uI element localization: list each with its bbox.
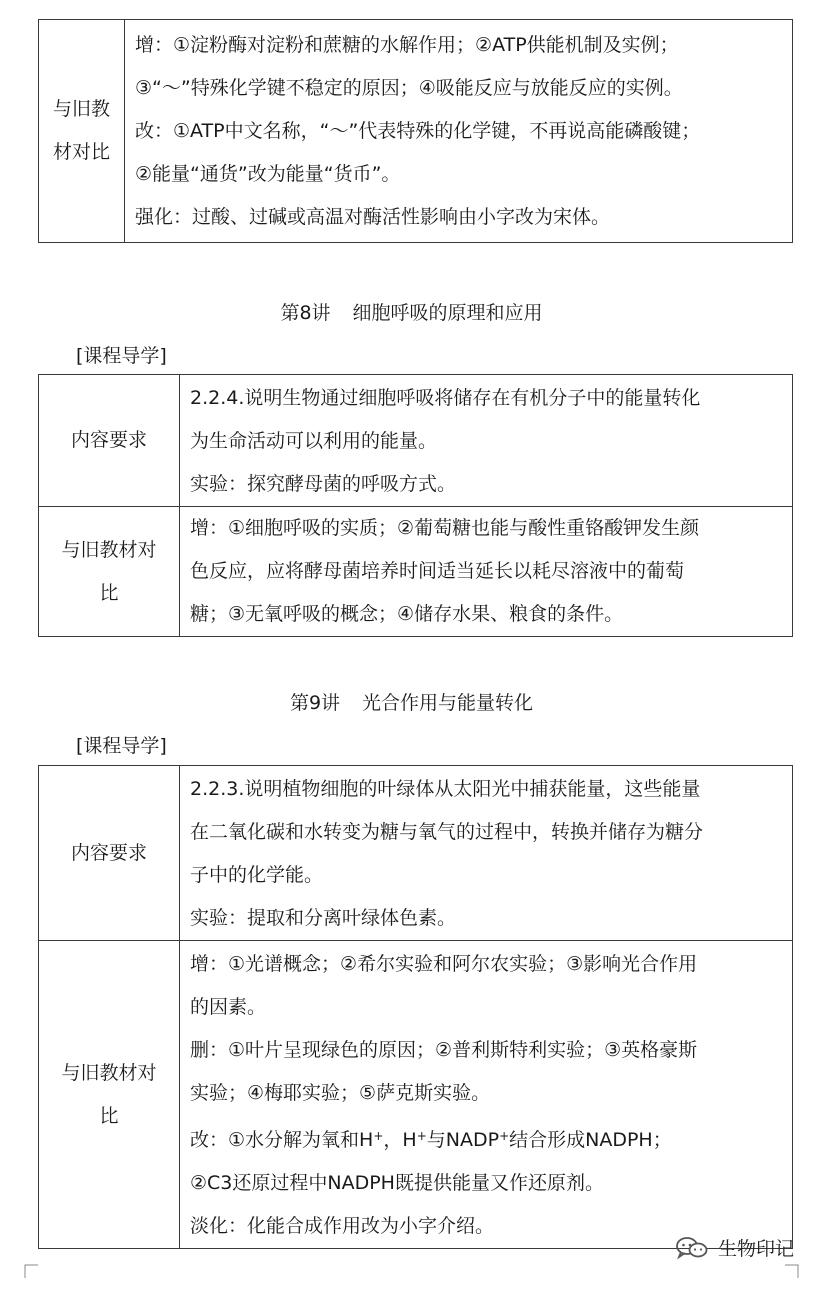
table-row (39, 375, 793, 507)
content-line: 改：①ATP中文名称，“～”代表特殊的化学键，不再说高能磷酸键； (135, 120, 701, 142)
lecture8-subheading: [课程导学] (76, 345, 167, 367)
lecture9-subheading: [课程导学] (76, 735, 167, 757)
content-line: 糖；③无氧呼吸的概念；④储存水果、粮食的条件。 (190, 603, 624, 625)
content-line: 删：①叶片呈现绿色的原因；②普利斯特利实验；③英格豪斯 (190, 1039, 698, 1061)
content-line: 的因素。 (190, 996, 267, 1018)
content-line: 在二氧化碳和水转变为糖与氧气的过程中，转换并储存为糖分 (190, 821, 704, 843)
table-content (180, 507, 793, 637)
table-row (39, 941, 793, 1249)
content-line: 强化：过酸、过碱或高温对酶活性影响由小字改为宋体。 (135, 206, 611, 228)
content-line: 实验：提取和分离叶绿体色素。 (190, 907, 457, 929)
table-content (180, 766, 793, 941)
content-line: 增：①淀粉酶对淀粉和蔗糖的水解作用；②ATP供能机制及实例； (135, 34, 679, 56)
content-line: 2.2.4.说明生物通过细胞呼吸将储存在有机分子中的能量转化 (190, 387, 701, 409)
lecture9-table (38, 765, 793, 1249)
table-label: 内容要求 (39, 766, 180, 941)
table-label: 与旧教材对比 (39, 507, 180, 637)
crop-mark-icon (785, 1264, 799, 1278)
table-label: 内容要求 (39, 375, 180, 507)
lecture9-heading: 第9讲 光合作用与能量转化 (289, 692, 534, 714)
watermark (676, 1234, 794, 1261)
content-line: ③“～”特殊化学键不稳定的原因；④吸能反应与放能反应的实例。 (135, 77, 683, 99)
table-row (39, 766, 793, 941)
content-line: ②C3还原过程中NADPH既提供能量又作还原剂。 (190, 1172, 604, 1194)
content-line: 2.2.3.说明植物细胞的叶绿体从太阳光中捕获能量，这些能量 (190, 778, 701, 800)
table-content (125, 20, 793, 243)
comparison-table-top (38, 19, 793, 243)
content-line: 子中的化学能。 (190, 864, 324, 886)
table-label: 与旧教材对比 (39, 20, 125, 243)
lecture8-table (38, 374, 793, 637)
table-content (180, 375, 793, 507)
watermark-text: 生物印记 (718, 1238, 795, 1260)
wechat-icon (676, 1236, 708, 1260)
content-line: 淡化：化能合成作用改为小字介绍。 (190, 1215, 495, 1237)
crop-mark-icon (24, 1264, 38, 1278)
content-line: 增：①细胞呼吸的实质；②葡萄糖也能与酸性重铬酸钾发生颜 (190, 517, 700, 539)
content-line: 实验：探究酵母菌的呼吸方式。 (190, 473, 457, 495)
table-content (180, 941, 793, 1249)
table-row (39, 507, 793, 637)
content-line: ②能量“通货”改为能量“货币”。 (135, 163, 401, 185)
content-line: 为生命活动可以利用的能量。 (190, 430, 438, 452)
content-line-gai: 改：①水分解为氧和H+，H+与NADP+结合形成NADPH； (190, 1129, 672, 1151)
content-line: 色反应，应将酵母菌培养时间适当延长以耗尽溶液中的葡萄 (190, 560, 685, 582)
table-label: 与旧教材对比 (39, 941, 180, 1249)
content-line: 实验；④梅耶实验；⑤萨克斯实验。 (190, 1082, 491, 1104)
lecture8-heading: 第8讲 细胞呼吸的原理和应用 (280, 302, 543, 324)
content-line: 增：①光谱概念；②希尔实验和阿尔农实验；③影响光合作用 (190, 953, 698, 975)
